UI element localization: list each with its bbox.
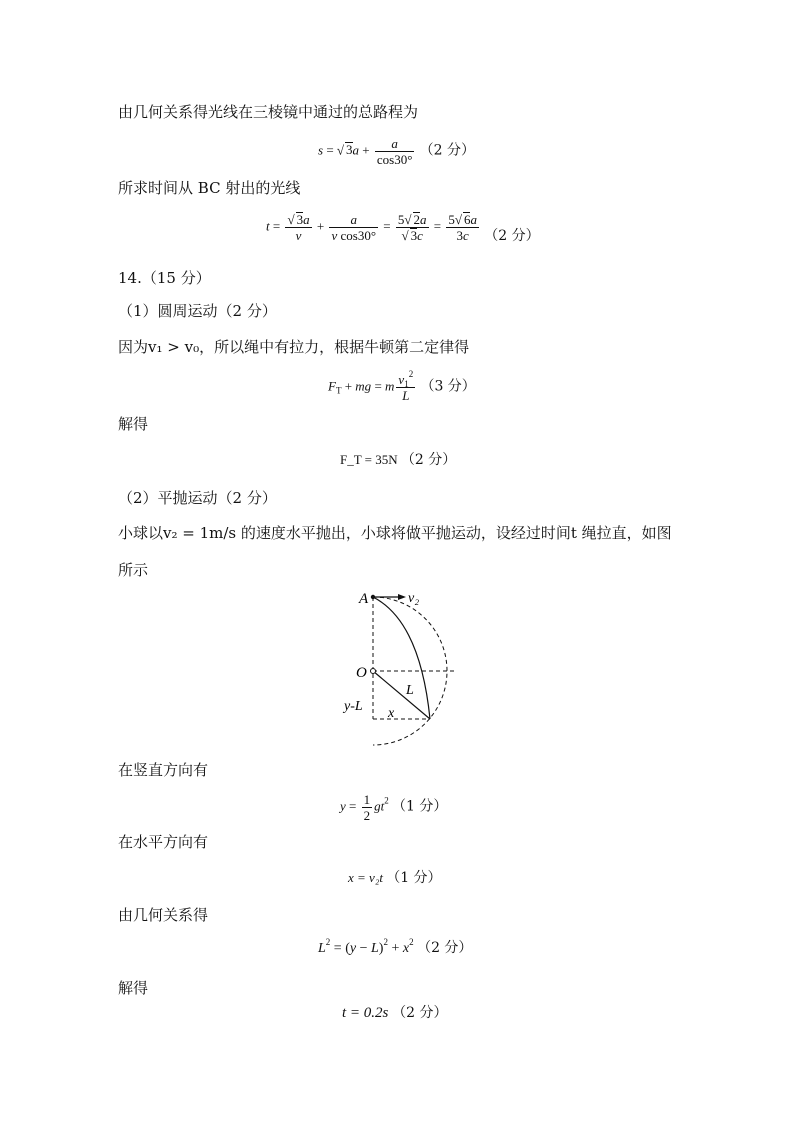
ball-line1: 小球以v₂ = 1m/s 的速度水平抛出，小球将做平抛运动，设经过时间t 绳拉直，如图 bbox=[118, 524, 672, 542]
label-a: A bbox=[359, 591, 369, 607]
q14-header: 14.（15 分） bbox=[118, 269, 211, 287]
score-ft: （3 分） bbox=[420, 378, 476, 395]
label-o: O bbox=[356, 665, 367, 681]
ball-line2: 所示 bbox=[118, 561, 149, 579]
geo-relation-text: 由几何关系得 bbox=[118, 906, 209, 924]
because-text: 因为v₁ > v₀，所以绳中有拉力，根据牛顿第二定律得 bbox=[118, 338, 470, 356]
equation-s: s = √ 3a + $\frac{a}{\cos 30^\circ}$ （2 分） bbox=[318, 136, 476, 167]
equation-l: $L^2 = (y - L)^2 + x^2$ （2 分） bbox=[318, 937, 473, 956]
vertical-text: 在竖直方向有 bbox=[118, 761, 209, 779]
label-x: x bbox=[388, 706, 395, 721]
label-l: L bbox=[406, 683, 414, 698]
solve2-text: 解得 bbox=[118, 979, 149, 997]
part2-heading: （2）平抛运动（2 分） bbox=[118, 489, 277, 507]
geo-path-text: 由几何关系得光线在三棱镜中通过的总路程为 bbox=[118, 103, 419, 121]
solve1-text: 解得 bbox=[118, 415, 149, 433]
equation-x: x = v₂t （1 分） bbox=[348, 870, 442, 886]
part1-heading: （1）圆周运动（2 分） bbox=[118, 302, 277, 320]
score-t: （2 分） bbox=[484, 228, 540, 245]
projectile-figure bbox=[340, 586, 470, 756]
horizontal-text: 在水平方向有 bbox=[118, 833, 209, 851]
score-y: （1 分） bbox=[392, 798, 448, 815]
equation-ft-result: F_T = 35N （2 分） bbox=[340, 452, 457, 468]
score-s: （2 分） bbox=[419, 142, 476, 159]
score-t-result: （2 分） bbox=[392, 1005, 448, 1021]
equation-t: t = $\frac{√ 3a}{v}$ + $\frac{a}{\text{v cos30°}}$ = $\frac{5√ 2a}{√ 3c}$ = $\frac{5√ 6a}{3c}$ （2 分） bbox=[266, 212, 540, 245]
equation-y: y = $\frac{1}{2}$ $gt^2$ （1 分） bbox=[340, 792, 448, 823]
bc-time-text: 所求时间从 BC 射出的光线 bbox=[118, 179, 301, 197]
score-ft-result: （2 分） bbox=[400, 452, 457, 468]
equation-ft: $F_T$ + mg = m $\frac{v_1^2}{L}$ （3 分） bbox=[328, 369, 476, 403]
score-l: （2 分） bbox=[417, 940, 473, 956]
equation-t-result: t = 0.2s （2 分） bbox=[342, 1005, 448, 1021]
label-y-minus-l: y-L bbox=[344, 699, 363, 714]
label-v2: v₂ bbox=[408, 591, 420, 606]
score-x: （1 分） bbox=[386, 870, 442, 886]
